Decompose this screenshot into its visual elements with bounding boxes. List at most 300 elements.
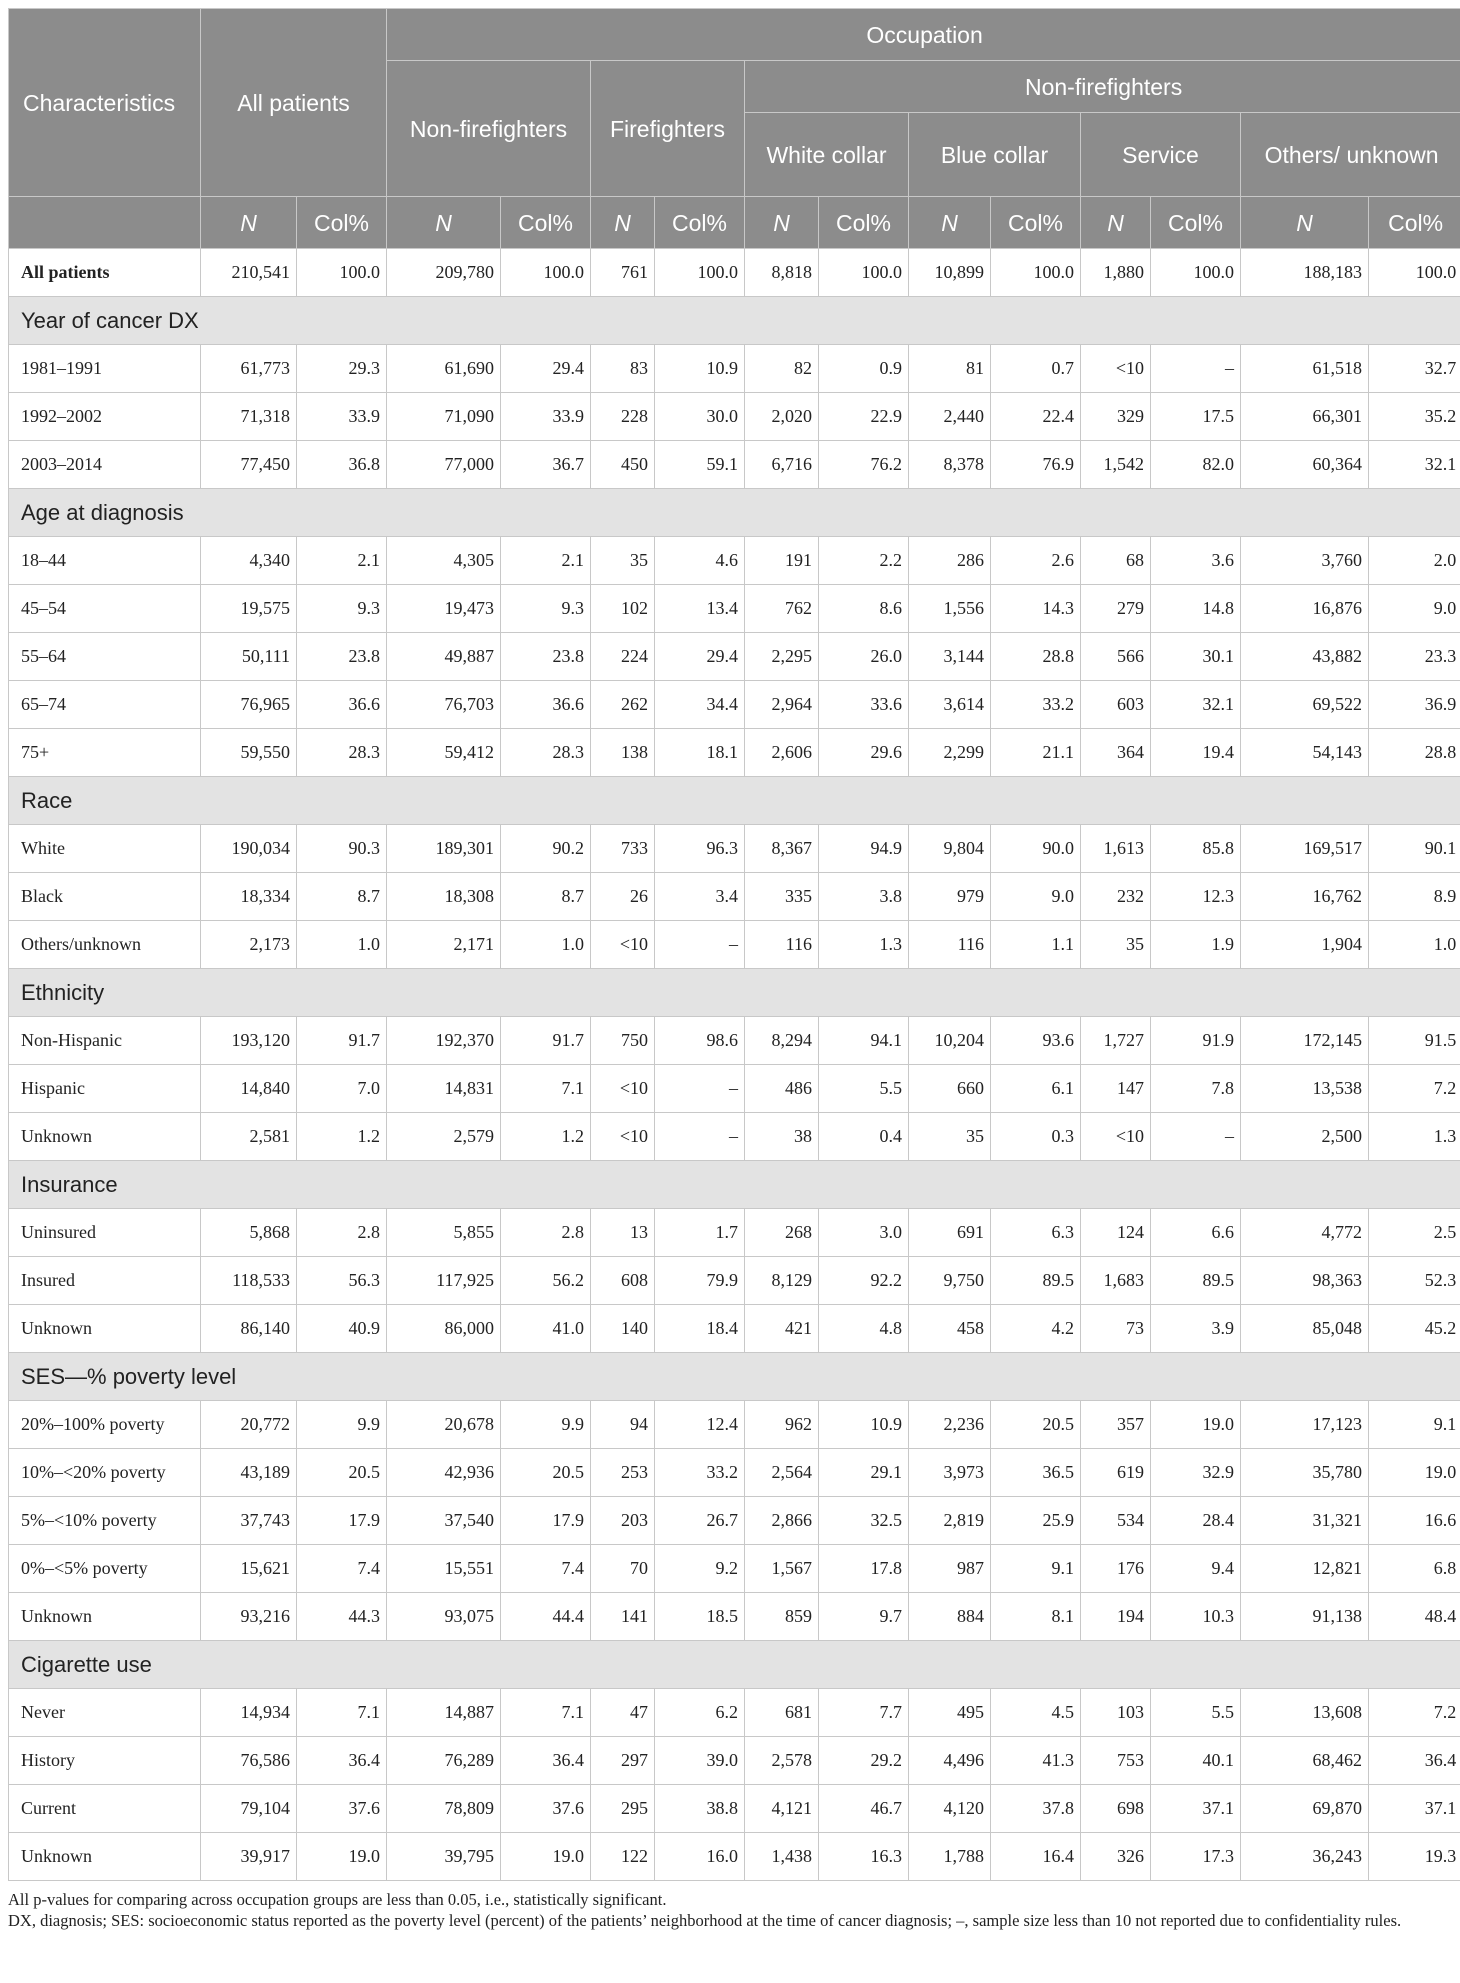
- row-label: Non-Hispanic: [9, 1017, 201, 1065]
- cell-n: 35: [591, 537, 655, 585]
- cell-n: 3,144: [909, 633, 991, 681]
- cell-n: 209,780: [387, 249, 501, 297]
- cell-colpct: 22.4: [991, 393, 1081, 441]
- table-row: [9, 1497, 1460, 1545]
- cell-colpct: 1.9: [1151, 921, 1241, 969]
- row-label: Uninsured: [9, 1209, 201, 1257]
- cell-colpct: 14.8: [1151, 585, 1241, 633]
- table-row: [9, 1785, 1460, 1833]
- cell-colpct: 7.2: [1369, 1689, 1460, 1737]
- cell-n: 76,289: [387, 1737, 501, 1785]
- cell-colpct: 100.0: [991, 249, 1081, 297]
- cell-colpct: 18.4: [655, 1305, 745, 1353]
- section-label: Year of cancer DX: [9, 297, 1460, 345]
- cell-colpct: 17.9: [297, 1497, 387, 1545]
- cell-n: 85,048: [1241, 1305, 1369, 1353]
- cell-n: 138: [591, 729, 655, 777]
- cell-n: 36,243: [1241, 1833, 1369, 1881]
- cell-colpct: 91.9: [1151, 1017, 1241, 1065]
- row-label: Others/unknown: [9, 921, 201, 969]
- cell-n: 122: [591, 1833, 655, 1881]
- row-label: Unknown: [9, 1833, 201, 1881]
- cell-n: 76,703: [387, 681, 501, 729]
- header-white-collar: White collar: [745, 113, 909, 197]
- section-header-row: [9, 777, 1460, 825]
- table-row: [9, 1737, 1460, 1785]
- cell-n: 59,412: [387, 729, 501, 777]
- cell-colpct: 2.1: [501, 537, 591, 585]
- cell-colpct: 3.8: [819, 873, 909, 921]
- cell-colpct: 7.1: [501, 1689, 591, 1737]
- cell-colpct: 93.6: [991, 1017, 1081, 1065]
- cell-n: 69,870: [1241, 1785, 1369, 1833]
- table-row: [9, 1017, 1460, 1065]
- cell-n: 357: [1081, 1401, 1151, 1449]
- cell-colpct: 89.5: [991, 1257, 1081, 1305]
- cell-n: 14,934: [201, 1689, 297, 1737]
- cell-colpct: 30.0: [655, 393, 745, 441]
- subheader-colpct: Col%: [1369, 197, 1460, 249]
- cell-n: 188,183: [1241, 249, 1369, 297]
- cell-colpct: 7.0: [297, 1065, 387, 1113]
- section-header-row: [9, 489, 1460, 537]
- cell-colpct: 7.2: [1369, 1065, 1460, 1113]
- subheader-n: N: [909, 197, 991, 249]
- cell-n: 2,866: [745, 1497, 819, 1545]
- cell-colpct: 9.9: [297, 1401, 387, 1449]
- table-row: [9, 921, 1460, 969]
- cell-colpct: 12.4: [655, 1401, 745, 1449]
- row-label: Hispanic: [9, 1065, 201, 1113]
- cell-n: 987: [909, 1545, 991, 1593]
- cell-n: 20,678: [387, 1401, 501, 1449]
- cell-colpct: 1.2: [501, 1113, 591, 1161]
- cell-colpct: 0.3: [991, 1113, 1081, 1161]
- cell-n: 35: [909, 1113, 991, 1161]
- cell-colpct: 1.3: [1369, 1113, 1460, 1161]
- cell-colpct: 1.0: [1369, 921, 1460, 969]
- row-label: Never: [9, 1689, 201, 1737]
- cell-n: 619: [1081, 1449, 1151, 1497]
- cell-n: 71,090: [387, 393, 501, 441]
- table-container: [8, 8, 1457, 1931]
- cell-n: 61,518: [1241, 345, 1369, 393]
- cell-n: 2,020: [745, 393, 819, 441]
- cell-n: 94: [591, 1401, 655, 1449]
- subheader-colpct: Col%: [501, 197, 591, 249]
- cell-colpct: –: [655, 1065, 745, 1113]
- cell-n: 76,965: [201, 681, 297, 729]
- cell-colpct: 1.2: [297, 1113, 387, 1161]
- table-body: [9, 249, 1460, 1881]
- cell-n: 15,551: [387, 1545, 501, 1593]
- cell-n: 326: [1081, 1833, 1151, 1881]
- cell-colpct: 48.4: [1369, 1593, 1460, 1641]
- cell-colpct: –: [1151, 345, 1241, 393]
- cell-n: 1,567: [745, 1545, 819, 1593]
- cell-colpct: 19.0: [1151, 1401, 1241, 1449]
- cell-n: 4,121: [745, 1785, 819, 1833]
- cell-colpct: 20.5: [297, 1449, 387, 1497]
- cell-colpct: 17.5: [1151, 393, 1241, 441]
- cell-n: 8,818: [745, 249, 819, 297]
- cell-colpct: 29.2: [819, 1737, 909, 1785]
- cell-colpct: 3.0: [819, 1209, 909, 1257]
- cell-n: 297: [591, 1737, 655, 1785]
- cell-colpct: 4.8: [819, 1305, 909, 1353]
- subheader-colpct: Col%: [991, 197, 1081, 249]
- cell-colpct: 37.8: [991, 1785, 1081, 1833]
- cell-n: 1,727: [1081, 1017, 1151, 1065]
- cell-n: 37,540: [387, 1497, 501, 1545]
- header-all-patients: All patients: [201, 9, 387, 197]
- cell-colpct: 33.6: [819, 681, 909, 729]
- cell-colpct: 1.0: [501, 921, 591, 969]
- cell-colpct: 10.9: [655, 345, 745, 393]
- cell-colpct: 44.4: [501, 1593, 591, 1641]
- cell-colpct: 39.0: [655, 1737, 745, 1785]
- cell-colpct: 23.3: [1369, 633, 1460, 681]
- cell-colpct: 16.3: [819, 1833, 909, 1881]
- cell-colpct: 35.2: [1369, 393, 1460, 441]
- cell-colpct: 59.1: [655, 441, 745, 489]
- cell-colpct: 3.4: [655, 873, 745, 921]
- cell-colpct: 100.0: [819, 249, 909, 297]
- cell-n: 91,138: [1241, 1593, 1369, 1641]
- section-label: SES—% poverty level: [9, 1353, 1460, 1401]
- cell-colpct: 17.3: [1151, 1833, 1241, 1881]
- cell-colpct: 6.8: [1369, 1545, 1460, 1593]
- cell-n: 1,542: [1081, 441, 1151, 489]
- cell-n: 37,743: [201, 1497, 297, 1545]
- cell-n: 61,690: [387, 345, 501, 393]
- cell-colpct: 56.2: [501, 1257, 591, 1305]
- section-label: Age at diagnosis: [9, 489, 1460, 537]
- cell-colpct: 19.0: [1369, 1449, 1460, 1497]
- patient-characteristics-table: [8, 8, 1460, 1881]
- cell-colpct: 36.4: [1369, 1737, 1460, 1785]
- cell-n: 82: [745, 345, 819, 393]
- cell-colpct: 94.1: [819, 1017, 909, 1065]
- row-label: 0%–<5% poverty: [9, 1545, 201, 1593]
- section-label: Race: [9, 777, 1460, 825]
- cell-n: 762: [745, 585, 819, 633]
- cell-colpct: 37.1: [1151, 1785, 1241, 1833]
- cell-colpct: 38.8: [655, 1785, 745, 1833]
- cell-colpct: 19.3: [1369, 1833, 1460, 1881]
- cell-n: 660: [909, 1065, 991, 1113]
- cell-colpct: 79.9: [655, 1257, 745, 1305]
- cell-n: 16,876: [1241, 585, 1369, 633]
- cell-n: 4,120: [909, 1785, 991, 1833]
- cell-n: 329: [1081, 393, 1151, 441]
- cell-colpct: 98.6: [655, 1017, 745, 1065]
- cell-n: 495: [909, 1689, 991, 1737]
- cell-n: 286: [909, 537, 991, 585]
- table-row: [9, 1209, 1460, 1257]
- row-label: 18–44: [9, 537, 201, 585]
- cell-colpct: 32.7: [1369, 345, 1460, 393]
- cell-n: 19,575: [201, 585, 297, 633]
- table-row: [9, 393, 1460, 441]
- cell-colpct: –: [655, 1113, 745, 1161]
- cell-colpct: 28.3: [297, 729, 387, 777]
- cell-n: 176: [1081, 1545, 1151, 1593]
- row-label: Current: [9, 1785, 201, 1833]
- table-row: [9, 873, 1460, 921]
- cell-colpct: 6.6: [1151, 1209, 1241, 1257]
- cell-n: 5,855: [387, 1209, 501, 1257]
- cell-colpct: 22.9: [819, 393, 909, 441]
- cell-colpct: 5.5: [819, 1065, 909, 1113]
- cell-colpct: 100.0: [1151, 249, 1241, 297]
- cell-colpct: 36.7: [501, 441, 591, 489]
- subheader-n: N: [1081, 197, 1151, 249]
- cell-n: 8,129: [745, 1257, 819, 1305]
- cell-n: 4,772: [1241, 1209, 1369, 1257]
- cell-colpct: 12.3: [1151, 873, 1241, 921]
- cell-colpct: 10.9: [819, 1401, 909, 1449]
- cell-n: 2,964: [745, 681, 819, 729]
- cell-colpct: 9.0: [991, 873, 1081, 921]
- cell-n: 18,334: [201, 873, 297, 921]
- cell-n: 1,788: [909, 1833, 991, 1881]
- cell-colpct: 25.9: [991, 1497, 1081, 1545]
- header-others-unknown: Others/ unknown: [1241, 113, 1460, 197]
- cell-colpct: 91.5: [1369, 1017, 1460, 1065]
- cell-n: 3,614: [909, 681, 991, 729]
- cell-n: 69,522: [1241, 681, 1369, 729]
- cell-n: 49,887: [387, 633, 501, 681]
- cell-colpct: 20.5: [501, 1449, 591, 1497]
- cell-n: 140: [591, 1305, 655, 1353]
- cell-n: 8,294: [745, 1017, 819, 1065]
- cell-n: 608: [591, 1257, 655, 1305]
- table-row: [9, 249, 1460, 297]
- cell-colpct: 16.4: [991, 1833, 1081, 1881]
- cell-colpct: 33.9: [501, 393, 591, 441]
- cell-n: 8,367: [745, 825, 819, 873]
- row-label: 55–64: [9, 633, 201, 681]
- cell-colpct: 3.9: [1151, 1305, 1241, 1353]
- cell-n: 17,123: [1241, 1401, 1369, 1449]
- table-row: [9, 537, 1460, 585]
- table-row: [9, 441, 1460, 489]
- cell-colpct: 94.9: [819, 825, 909, 873]
- cell-n: 9,804: [909, 825, 991, 873]
- cell-n: 750: [591, 1017, 655, 1065]
- cell-colpct: 29.3: [297, 345, 387, 393]
- cell-n: <10: [1081, 1113, 1151, 1161]
- cell-n: 19,473: [387, 585, 501, 633]
- section-header-row: [9, 1161, 1460, 1209]
- cell-colpct: 37.1: [1369, 1785, 1460, 1833]
- cell-n: 859: [745, 1593, 819, 1641]
- cell-n: 2,819: [909, 1497, 991, 1545]
- cell-n: 35,780: [1241, 1449, 1369, 1497]
- cell-colpct: 37.6: [501, 1785, 591, 1833]
- cell-colpct: 9.3: [501, 585, 591, 633]
- table-row: [9, 1689, 1460, 1737]
- section-header-row: [9, 297, 1460, 345]
- cell-n: 268: [745, 1209, 819, 1257]
- cell-colpct: 36.4: [297, 1737, 387, 1785]
- cell-colpct: 32.5: [819, 1497, 909, 1545]
- cell-colpct: 7.1: [501, 1065, 591, 1113]
- cell-colpct: –: [655, 921, 745, 969]
- cell-n: 86,000: [387, 1305, 501, 1353]
- cell-colpct: 9.9: [501, 1401, 591, 1449]
- cell-n: 210,541: [201, 249, 297, 297]
- row-label: All patients: [9, 249, 201, 297]
- cell-n: 93,216: [201, 1593, 297, 1641]
- cell-colpct: 4.6: [655, 537, 745, 585]
- table-row: [9, 1257, 1460, 1305]
- cell-n: 147: [1081, 1065, 1151, 1113]
- cell-colpct: 52.3: [1369, 1257, 1460, 1305]
- cell-n: 691: [909, 1209, 991, 1257]
- cell-colpct: 40.9: [297, 1305, 387, 1353]
- cell-colpct: 91.7: [297, 1017, 387, 1065]
- table-row: [9, 825, 1460, 873]
- row-label: 10%–<20% poverty: [9, 1449, 201, 1497]
- cell-colpct: 41.0: [501, 1305, 591, 1353]
- cell-colpct: 9.1: [1369, 1401, 1460, 1449]
- cell-colpct: 9.0: [1369, 585, 1460, 633]
- cell-n: 14,831: [387, 1065, 501, 1113]
- cell-colpct: 36.5: [991, 1449, 1081, 1497]
- cell-colpct: 4.5: [991, 1689, 1081, 1737]
- cell-n: 681: [745, 1689, 819, 1737]
- cell-colpct: 7.8: [1151, 1065, 1241, 1113]
- cell-n: 77,000: [387, 441, 501, 489]
- cell-colpct: 0.9: [819, 345, 909, 393]
- cell-colpct: 9.3: [297, 585, 387, 633]
- cell-colpct: 85.8: [1151, 825, 1241, 873]
- cell-colpct: 14.3: [991, 585, 1081, 633]
- cell-n: 1,880: [1081, 249, 1151, 297]
- table-row: [9, 1113, 1460, 1161]
- cell-n: 1,556: [909, 585, 991, 633]
- cell-n: 5,868: [201, 1209, 297, 1257]
- cell-colpct: 32.1: [1151, 681, 1241, 729]
- cell-n: 70: [591, 1545, 655, 1593]
- cell-n: 60,364: [1241, 441, 1369, 489]
- cell-colpct: 17.9: [501, 1497, 591, 1545]
- cell-colpct: 28.4: [1151, 1497, 1241, 1545]
- cell-colpct: 6.1: [991, 1065, 1081, 1113]
- cell-n: 66,301: [1241, 393, 1369, 441]
- cell-n: 191: [745, 537, 819, 585]
- cell-colpct: 32.9: [1151, 1449, 1241, 1497]
- cell-colpct: 28.3: [501, 729, 591, 777]
- subheader-colpct: Col%: [297, 197, 387, 249]
- cell-colpct: 28.8: [991, 633, 1081, 681]
- cell-n: 3,973: [909, 1449, 991, 1497]
- cell-n: 1,904: [1241, 921, 1369, 969]
- cell-n: 116: [909, 921, 991, 969]
- cell-n: 13,608: [1241, 1689, 1369, 1737]
- cell-colpct: 10.3: [1151, 1593, 1241, 1641]
- cell-colpct: 9.4: [1151, 1545, 1241, 1593]
- table-row: [9, 633, 1460, 681]
- cell-colpct: 30.1: [1151, 633, 1241, 681]
- cell-colpct: 23.8: [297, 633, 387, 681]
- cell-n: 979: [909, 873, 991, 921]
- cell-n: 262: [591, 681, 655, 729]
- cell-colpct: 6.3: [991, 1209, 1081, 1257]
- cell-n: 79,104: [201, 1785, 297, 1833]
- cell-colpct: 92.2: [819, 1257, 909, 1305]
- cell-colpct: 41.3: [991, 1737, 1081, 1785]
- cell-colpct: 36.4: [501, 1737, 591, 1785]
- cell-n: 83: [591, 345, 655, 393]
- cell-n: 47: [591, 1689, 655, 1737]
- cell-n: 450: [591, 441, 655, 489]
- cell-colpct: 34.4: [655, 681, 745, 729]
- cell-colpct: 0.7: [991, 345, 1081, 393]
- cell-colpct: 76.2: [819, 441, 909, 489]
- cell-n: 71,318: [201, 393, 297, 441]
- cell-n: 4,340: [201, 537, 297, 585]
- header-firefighters: Firefighters: [591, 61, 745, 197]
- cell-colpct: 16.6: [1369, 1497, 1460, 1545]
- cell-colpct: 33.2: [991, 681, 1081, 729]
- cell-colpct: 2.6: [991, 537, 1081, 585]
- cell-n: 232: [1081, 873, 1151, 921]
- cell-n: 3,760: [1241, 537, 1369, 585]
- cell-n: 2,236: [909, 1401, 991, 1449]
- cell-colpct: 91.7: [501, 1017, 591, 1065]
- cell-n: 962: [745, 1401, 819, 1449]
- header-occupation: Occupation: [387, 9, 1460, 61]
- subheader-colpct: Col%: [655, 197, 745, 249]
- cell-n: 603: [1081, 681, 1151, 729]
- cell-n: 12,821: [1241, 1545, 1369, 1593]
- cell-n: 93,075: [387, 1593, 501, 1641]
- cell-n: 81: [909, 345, 991, 393]
- table-row: [9, 1593, 1460, 1641]
- cell-colpct: 8.9: [1369, 873, 1460, 921]
- table-row: [9, 1545, 1460, 1593]
- cell-colpct: 18.1: [655, 729, 745, 777]
- cell-colpct: 3.6: [1151, 537, 1241, 585]
- cell-n: 2,578: [745, 1737, 819, 1785]
- cell-n: 117,925: [387, 1257, 501, 1305]
- cell-n: 2,564: [745, 1449, 819, 1497]
- cell-colpct: 89.5: [1151, 1257, 1241, 1305]
- cell-n: 193,120: [201, 1017, 297, 1065]
- cell-n: <10: [591, 1113, 655, 1161]
- cell-n: 31,321: [1241, 1497, 1369, 1545]
- cell-colpct: 1.1: [991, 921, 1081, 969]
- table-row: [9, 1305, 1460, 1353]
- row-label: Black: [9, 873, 201, 921]
- cell-colpct: 19.4: [1151, 729, 1241, 777]
- table-row: [9, 1449, 1460, 1497]
- cell-n: 78,809: [387, 1785, 501, 1833]
- subheader-n: N: [201, 197, 297, 249]
- cell-colpct: 1.0: [297, 921, 387, 969]
- cell-n: 566: [1081, 633, 1151, 681]
- row-label: 75+: [9, 729, 201, 777]
- cell-colpct: 29.1: [819, 1449, 909, 1497]
- cell-n: 103: [1081, 1689, 1151, 1737]
- cell-colpct: 96.3: [655, 825, 745, 873]
- cell-n: 26: [591, 873, 655, 921]
- cell-colpct: 90.0: [991, 825, 1081, 873]
- cell-n: 6,716: [745, 441, 819, 489]
